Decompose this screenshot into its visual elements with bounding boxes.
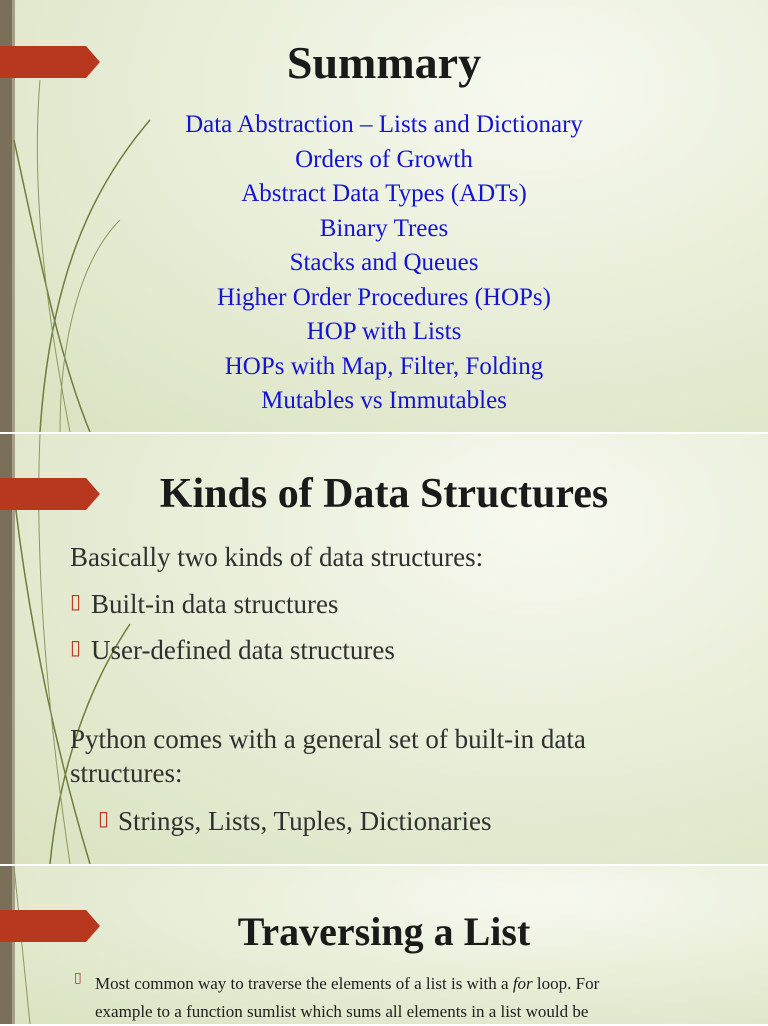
summary-item[interactable]: Abstract Data Types (ADTs) <box>241 180 527 207</box>
for-keyword: for <box>512 974 533 993</box>
square-bullet-icon: ▯ <box>70 635 82 659</box>
summary-list <box>0 108 768 419</box>
slide-title-traversing: Traversing a List <box>237 909 531 954</box>
slide-title-kinds: Kinds of Data Structures <box>159 471 609 517</box>
summary-item[interactable]: Binary Trees <box>319 214 449 242</box>
square-bullet-icon: ▯ <box>74 970 82 986</box>
traverse-text-line2: example to a function sumlist which sums all elements in a list would be <box>95 1002 589 1021</box>
bullet-builtin: Built-in data structures <box>91 589 339 619</box>
traverse-text-after: loop. For <box>532 974 600 993</box>
sub-bullet-types: Strings, Lists, Tuples, Dictionaries <box>118 806 492 836</box>
intro-text: Basically two kinds of data structures: <box>70 542 484 572</box>
summary-item[interactable]: HOPs with Map, Filter, Folding <box>224 352 544 380</box>
summary-item[interactable]: Mutables vs Immutables <box>261 387 507 414</box>
python-text-line2: structures: <box>70 758 183 788</box>
summary-item[interactable]: Stacks and Queues <box>289 249 479 276</box>
python-text-line1: Python comes with a general set of built-in data <box>70 724 586 754</box>
summary-item[interactable]: Orders of Growth <box>295 145 473 173</box>
square-bullet-icon: ▯ <box>70 589 82 613</box>
bullet-user-defined: User-defined data structures <box>91 635 395 665</box>
summary-item[interactable]: HOP with Lists <box>306 318 462 345</box>
summary-item[interactable]: Data Abstraction – Lists and Dictionary <box>185 111 583 138</box>
slide-title-summary: Summary <box>286 37 482 88</box>
square-bullet-icon: ▯ <box>98 806 110 830</box>
traverse-text-line1 <box>95 970 599 998</box>
summary-item[interactable]: Higher Order Procedures (HOPs) <box>217 283 551 311</box>
traverse-text-before: Most common way to traverse the elements of a list is with a <box>95 974 513 993</box>
